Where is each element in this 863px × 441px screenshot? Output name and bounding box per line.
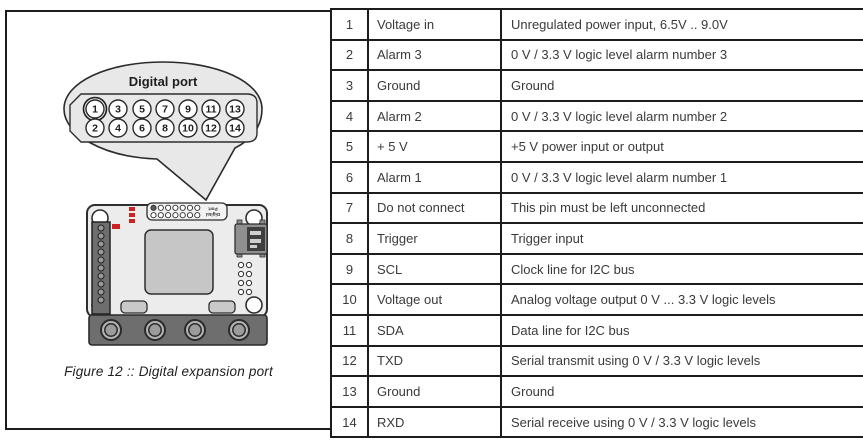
pin-number-cell: 11	[331, 315, 368, 346]
pin-number: 14	[229, 122, 241, 135]
pin-name-cell: + 5 V	[368, 131, 501, 162]
pin-description-cell: Data line for I2C bus	[501, 315, 863, 346]
table-row	[331, 9, 863, 40]
pin-circle	[156, 119, 174, 137]
table-row	[331, 162, 863, 193]
pin-number: 4	[115, 122, 121, 135]
pin-number-cell: 4	[331, 101, 368, 132]
pin-name-cell: TXD	[368, 346, 501, 377]
pin-name-cell: Alarm 1	[368, 162, 501, 193]
pin-number: 10	[182, 122, 194, 135]
table-row	[331, 376, 863, 407]
table-row	[331, 407, 863, 438]
pin-name-cell: RXD	[368, 407, 501, 438]
pin-number: 6	[139, 122, 145, 135]
circuit-board	[87, 203, 267, 345]
pin-circle	[179, 100, 197, 118]
pin-number: 2	[92, 122, 98, 135]
svg-text:Port: Port	[208, 206, 218, 212]
socket-bar-icon	[89, 315, 267, 345]
table-row	[331, 315, 863, 346]
figure-panel	[5, 10, 332, 430]
pin-number-cell: 8	[331, 223, 368, 254]
pin-number-cell: 7	[331, 193, 368, 224]
led-icon	[129, 213, 135, 217]
pin-circle	[226, 119, 244, 137]
pin-number: 9	[185, 103, 191, 116]
pin-circle	[109, 100, 127, 118]
figure-illustration	[7, 12, 330, 362]
pin-number: 13	[229, 103, 241, 116]
pin-circle	[202, 119, 220, 137]
pin-number-cell: 10	[331, 284, 368, 315]
pin-name-cell: Voltage in	[368, 9, 501, 40]
pin-name-cell: SDA	[368, 315, 501, 346]
pin-number: 8	[162, 122, 168, 135]
usb-connector-icon	[235, 220, 267, 257]
pin-description-cell: 0 V / 3.3 V logic level alarm number 2	[501, 101, 863, 132]
pin-number-cell: 14	[331, 407, 368, 438]
pin-number-cell: 9	[331, 254, 368, 285]
pin-circle	[86, 119, 104, 137]
pin-number: 7	[162, 103, 168, 116]
pin-name-cell: Ground	[368, 376, 501, 407]
pin-description-cell: Ground	[501, 70, 863, 101]
pin-name-cell: Alarm 3	[368, 40, 501, 71]
pin-description-cell: Analog voltage output 0 V ... 3.3 V logic levels	[501, 284, 863, 315]
terminal-block-icon	[92, 222, 110, 314]
pin-table-body	[331, 9, 863, 437]
pin-circle	[179, 119, 197, 137]
pin-circle	[202, 100, 220, 118]
table-row	[331, 40, 863, 71]
mounting-hole-icon	[246, 297, 262, 313]
pin-description-cell: Ground	[501, 376, 863, 407]
pin-number-cell: 12	[331, 346, 368, 377]
pin-description-cell: +5 V power input or output	[501, 131, 863, 162]
pin-description-cell: 0 V / 3.3 V logic level alarm number 1	[501, 162, 863, 193]
table-row	[331, 131, 863, 162]
pin-number-cell: 6	[331, 162, 368, 193]
table-row	[331, 70, 863, 101]
pin-name-cell: Ground	[368, 70, 501, 101]
pin-circle	[156, 100, 174, 118]
chip-icon	[145, 230, 213, 294]
pin-table	[330, 8, 863, 438]
pin-circle	[133, 119, 151, 137]
figure-caption: Figure 12 :: Digital expansion port	[64, 364, 273, 379]
pin-description-cell: 0 V / 3.3 V logic level alarm number 3	[501, 40, 863, 71]
table-row	[331, 223, 863, 254]
pin-description-cell: Serial receive using 0 V / 3.3 V logic levels	[501, 407, 863, 438]
table-row	[331, 346, 863, 377]
pin-description-cell: Trigger input	[501, 223, 863, 254]
board-tab	[121, 301, 147, 313]
balloon-label: Digital port	[128, 74, 198, 89]
table-row	[331, 193, 863, 224]
led-icon	[129, 219, 135, 223]
pin-description-cell: Clock line for I2C bus	[501, 254, 863, 285]
pin-description-cell: Serial transmit using 0 V / 3.3 V logic levels	[501, 346, 863, 377]
pin-number-cell: 3	[331, 70, 368, 101]
pin-circle	[226, 100, 244, 118]
pin-number-cell: 2	[331, 40, 368, 71]
pin-name-cell: Voltage out	[368, 284, 501, 315]
board-tab	[209, 301, 235, 313]
svg-text:Digital: Digital	[205, 212, 221, 217]
pin-number-cell: 13	[331, 376, 368, 407]
table-row	[331, 254, 863, 285]
pin-description-cell: Unregulated power input, 6.5V .. 9.0V	[501, 9, 863, 40]
pin-number: 3	[115, 103, 121, 116]
pin-circle	[133, 100, 151, 118]
pin-name-cell: Alarm 2	[368, 101, 501, 132]
led-icon	[129, 207, 135, 211]
pin-number: 12	[205, 122, 217, 135]
pin-number: 1	[92, 103, 98, 116]
pin-name-cell: SCL	[368, 254, 501, 285]
table-row	[331, 101, 863, 132]
board-pin-header	[147, 203, 227, 220]
pin-circle	[86, 100, 104, 118]
table-row	[331, 284, 863, 315]
pin-circle	[109, 119, 127, 137]
pin-number: 5	[139, 103, 145, 116]
pin-name-cell: Do not connect	[368, 193, 501, 224]
pin-description-cell: This pin must be left unconnected	[501, 193, 863, 224]
callout-balloon	[64, 62, 262, 200]
pin-number-cell: 1	[331, 9, 368, 40]
pin-number: 11	[205, 103, 217, 116]
led-icon	[112, 224, 120, 229]
pin-name-cell: Trigger	[368, 223, 501, 254]
pin-number-cell: 5	[331, 131, 368, 162]
